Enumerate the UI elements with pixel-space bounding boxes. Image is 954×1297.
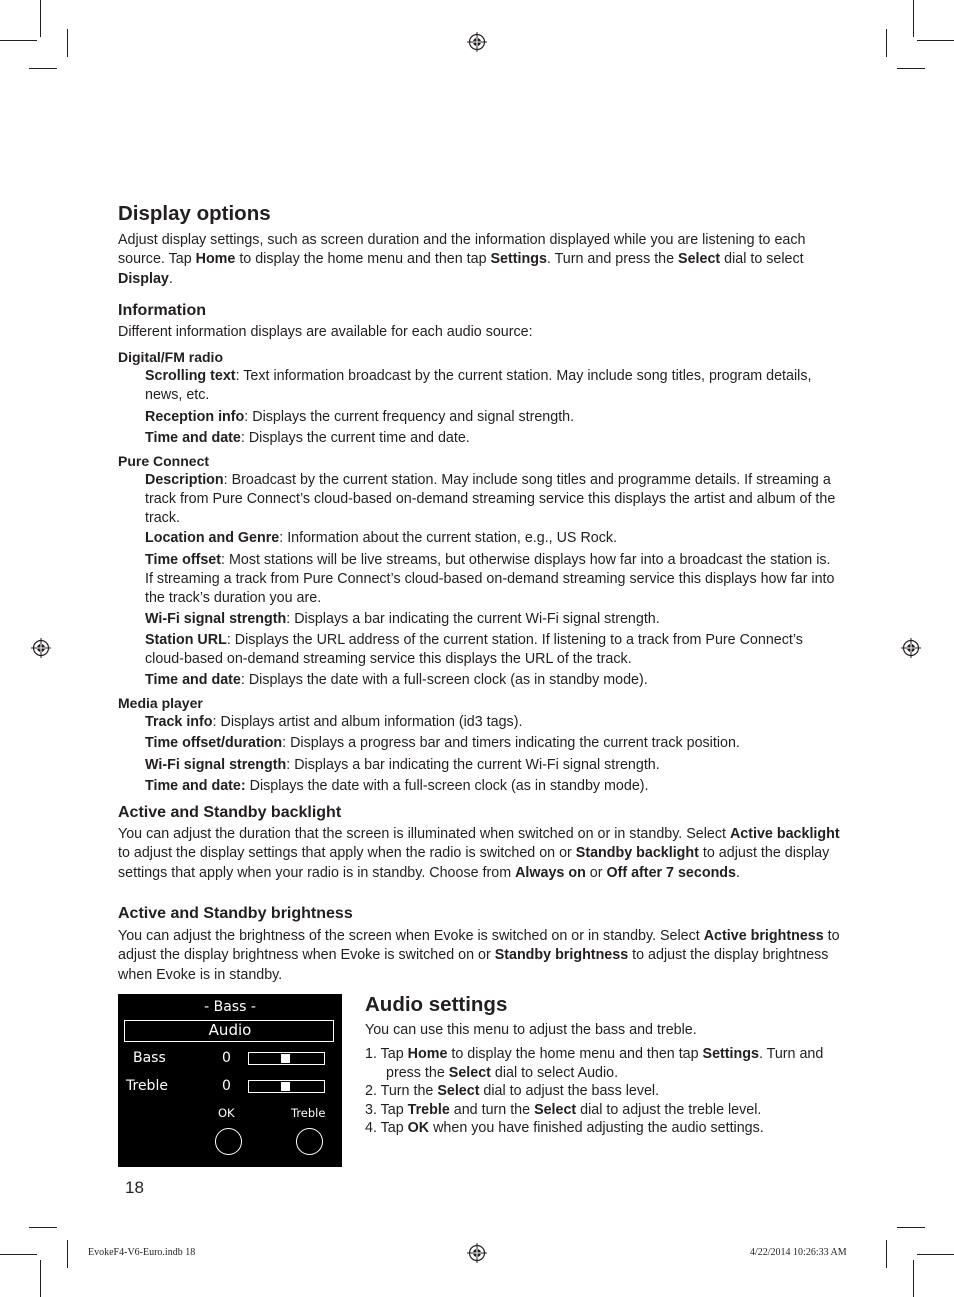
crop-mark (0, 1254, 37, 1255)
info-term: Wi-Fi signal strength (145, 611, 287, 627)
text-run: to adjust the display brightness when Evoke is in standby. (118, 947, 829, 983)
info-term: Wi-Fi signal strength (145, 757, 287, 773)
text-run: . (168, 270, 173, 287)
info-item (145, 367, 840, 405)
info-term: Station URL (145, 632, 227, 648)
text-run: and turn the (449, 1102, 535, 1118)
info-term: Scrolling text (145, 368, 236, 384)
bold-term: Always on (515, 864, 586, 881)
info-term: Description (145, 472, 224, 488)
text-run: to display the home menu and then tap (235, 251, 491, 268)
crosshair-registration-icon (901, 638, 921, 658)
text-run: dial to adjust the treble level. (576, 1102, 762, 1118)
text-run: to display the home menu and then tap (447, 1046, 703, 1062)
text-run: dial to adjust the bass level. (479, 1083, 660, 1099)
info-term: Time and date: (145, 778, 246, 794)
bold-term: Select (534, 1102, 577, 1118)
bold-term: Off after 7 seconds (606, 864, 736, 881)
text-run: to adjust the display settings that apply when the radio is switched on or (118, 845, 576, 862)
info-term: Location and Genre (145, 530, 280, 546)
crop-mark (29, 68, 57, 69)
info-item (145, 429, 840, 448)
text-run: You can adjust the brightness of the screen when Evoke is switched on or in standby. Select (118, 928, 704, 944)
screen-treble-value: 0 (222, 1078, 231, 1094)
crop-mark (886, 29, 887, 57)
info-item (145, 529, 840, 548)
crop-mark (0, 40, 37, 41)
crosshair-registration-icon (31, 638, 51, 658)
info-item (145, 631, 840, 669)
ok-button-circle (215, 1128, 242, 1155)
treble-level-bar (248, 1080, 325, 1093)
screen-header: - Bass - (204, 999, 256, 1015)
bass-level-bar (248, 1052, 325, 1065)
text-run: to adjust the display settings that apply when your radio is in standby. Choose from (118, 845, 830, 881)
bold-term: Settings (490, 251, 547, 268)
subheading-pure-connect: Pure Connect (118, 453, 210, 469)
info-item (145, 408, 840, 427)
information-intro: Different information displays are available for each audio source: (118, 324, 533, 340)
info-term: Reception info (145, 409, 245, 425)
bold-term: Home (195, 251, 236, 268)
heading-backlight: Active and Standby backlight (118, 804, 342, 821)
bold-term: Display (118, 270, 169, 287)
audio-step-1 (365, 1045, 835, 1083)
audio-step-2 (365, 1082, 835, 1101)
info-desc: : Displays artist and album information (id3 tags). (212, 714, 523, 730)
display-options-intro (118, 231, 840, 289)
info-term: Track info (145, 714, 213, 730)
crop-mark (897, 68, 925, 69)
screen-bass-value: 0 (222, 1050, 231, 1066)
crosshair-registration-icon (467, 32, 487, 52)
brightness-body (118, 927, 840, 985)
info-term: Time and date (145, 430, 241, 446)
text-run: You can adjust the duration that the screen is illuminated when switched on or in standby. Select (118, 826, 730, 842)
info-item (145, 756, 840, 775)
text-run: . Turn and press the (386, 1046, 824, 1081)
bold-term: Treble (407, 1102, 450, 1118)
crop-mark (897, 1227, 925, 1228)
crosshair-registration-icon (467, 1243, 487, 1263)
subheading-media-player: Media player (118, 695, 203, 711)
info-term: Time and date (145, 672, 241, 688)
text-run: when you have finished adjusting the audio settings. (429, 1120, 764, 1136)
info-desc: : Displays a bar indicating the current Wi-Fi signal strength. (286, 611, 660, 627)
footer-timestamp: 4/22/2014 10:26:33 AM (750, 1247, 847, 1258)
subheading-digital-fm-radio: Digital/FM radio (118, 349, 223, 365)
bold-term: Select (678, 251, 721, 268)
crop-mark (40, 0, 41, 37)
bold-term: Active brightness (703, 928, 824, 944)
bold-term: Select (448, 1064, 491, 1081)
crop-mark (917, 1254, 954, 1255)
crop-mark (886, 1240, 887, 1268)
bold-term: Standby backlight (575, 845, 699, 862)
bold-term: Active backlight (729, 826, 840, 842)
info-desc: : Displays the current frequency and signal strength. (244, 409, 575, 425)
treble-button-circle (296, 1128, 323, 1155)
heading-brightness: Active and Standby brightness (118, 905, 353, 922)
info-desc: : Displays a progress bar and timers indicating the current track position. (282, 735, 740, 751)
bold-term: Standby brightness (494, 947, 629, 964)
footer-filename: EvokeF4-V6-Euro.indb 18 (88, 1247, 196, 1258)
crop-mark (917, 40, 954, 41)
info-desc: : Displays the URL address of the current station. If listening to a track from Pure Connect’s cloud-based on-demand streaming service this displays the URL of the track. (145, 632, 803, 667)
info-desc: : Text information broadcast by the current station. May include song titles, program details, news, etc. (145, 368, 812, 403)
text-run: or (585, 864, 607, 881)
text-run: to adjust the display brightness when Evoke is switched on or (118, 928, 840, 964)
section-title-display-options: Display options (118, 202, 271, 225)
screen-treble-label: Treble (126, 1078, 168, 1094)
crop-mark (40, 1260, 41, 1297)
crop-mark (67, 1240, 68, 1268)
section-title-audio-settings: Audio settings (365, 993, 508, 1016)
info-item (145, 471, 840, 527)
info-item (145, 713, 840, 732)
info-desc: : Information about the current station, e.g., US Rock. (279, 530, 617, 546)
text-run: 3. Tap (365, 1102, 408, 1118)
screen-treble-button-label: Treble (291, 1106, 326, 1120)
level-knob (281, 1054, 290, 1063)
info-item (145, 671, 840, 690)
info-item (145, 551, 840, 607)
info-desc: : Displays a bar indicating the current Wi-Fi signal strength. (286, 757, 660, 773)
bold-term: Select (437, 1083, 480, 1099)
text-run: 1. Tap (365, 1046, 408, 1062)
screen-selected-label: Audio (208, 1021, 252, 1039)
audio-step-4 (365, 1119, 835, 1138)
heading-information: Information (118, 302, 206, 319)
radio-display-screen (118, 994, 342, 1167)
text-run: 4. Tap (365, 1120, 408, 1136)
info-term: Time offset (145, 552, 222, 568)
level-knob (281, 1082, 290, 1091)
info-item (145, 610, 840, 629)
bold-term: OK (407, 1120, 430, 1136)
screen-ok-label: OK (218, 1106, 235, 1120)
text-run: Adjust display settings, such as screen duration and the information displayed while you are listening to each source. Tap (118, 232, 806, 268)
info-term: Time offset/duration (145, 735, 283, 751)
audio-settings-intro: You can use this menu to adjust the bass and treble. (365, 1022, 697, 1038)
text-run: . Turn and press the (546, 251, 679, 268)
text-run: . (736, 864, 740, 881)
backlight-body (118, 825, 840, 883)
crop-mark (913, 0, 914, 37)
crop-mark (67, 29, 68, 57)
text-run: dial to select (720, 251, 804, 268)
info-item (145, 734, 840, 753)
page-number: 18 (125, 1178, 144, 1197)
info-item (145, 777, 840, 796)
audio-step-3 (365, 1101, 835, 1120)
text-run: dial to select Audio. (490, 1064, 619, 1081)
bold-term: Home (407, 1046, 448, 1062)
bold-term: Settings (702, 1046, 759, 1062)
info-desc: : Displays the current time and date. (240, 430, 470, 446)
text-run: 2. Turn the (365, 1083, 438, 1099)
info-desc: : Displays the date with a full-screen clock (as in standby mode). (240, 672, 648, 688)
info-desc: : Most stations will be live streams, but otherwise displays how far into a broadcast the station is. If streaming a track from Pure Connect’s cloud-based on-demand streaming service this displays how far into the track’s duration you are. (145, 552, 835, 606)
crop-mark (29, 1227, 57, 1228)
screen-bass-label: Bass (133, 1050, 166, 1066)
crop-mark (913, 1260, 914, 1297)
info-desc: Displays the date with a full-screen clock (as in standby mode). (245, 778, 649, 794)
info-desc: : Broadcast by the current station. May include song titles and programme details. If streaming a track from Pure Connect’s cloud-based on-demand streaming service this displays the artist and album of the track. (145, 472, 836, 526)
